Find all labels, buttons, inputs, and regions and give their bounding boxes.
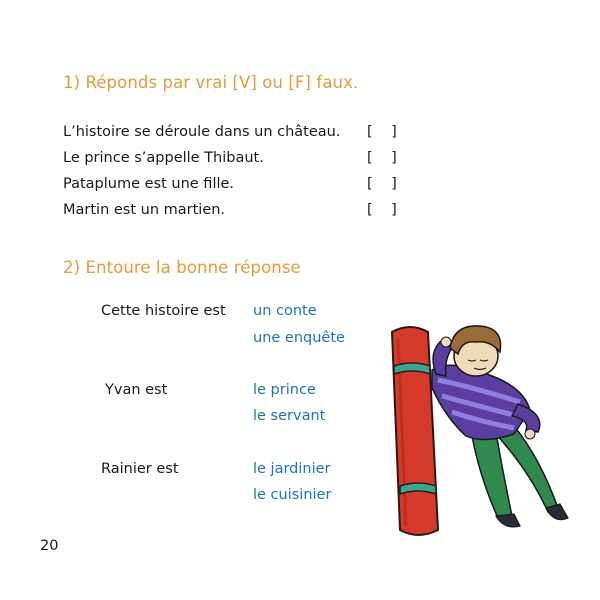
statement-1: L’histoire se déroule dans un château. [63, 124, 341, 140]
statement-4: Martin est un martien. [63, 202, 226, 218]
answer-box-4[interactable]: [ ] [367, 202, 397, 218]
option-une-enquete[interactable]: une enquête [253, 330, 345, 346]
answer-box-2[interactable]: [ ] [367, 150, 397, 166]
pillar [392, 327, 438, 535]
question-1-title: 1) Réponds par vrai [V] ou [F] faux. [63, 73, 359, 92]
statement-3: Pataplume est une fille. [63, 176, 235, 192]
option-le-servant[interactable]: le servant [253, 408, 326, 424]
prompt-yvan: Yvan est [105, 382, 168, 398]
answer-box-1[interactable]: [ ] [367, 124, 397, 140]
option-le-prince[interactable]: le prince [253, 382, 316, 398]
prompt-cette-histoire: Cette histoire est [101, 303, 226, 319]
prompt-rainier: Rainier est [101, 461, 179, 477]
option-le-jardinier[interactable]: le jardinier [253, 461, 331, 477]
boy-leaning-on-pillar-illustration [380, 318, 570, 548]
statement-2: Le prince s’appelle Thibaut. [63, 150, 264, 166]
option-un-conte[interactable]: un conte [253, 303, 317, 319]
answer-box-3[interactable]: [ ] [367, 176, 397, 192]
page-number: 20 [40, 538, 59, 554]
option-le-cuisinier[interactable]: le cuisinier [253, 487, 332, 503]
question-2-title: 2) Entoure la bonne réponse [63, 258, 301, 277]
legs [472, 426, 568, 527]
